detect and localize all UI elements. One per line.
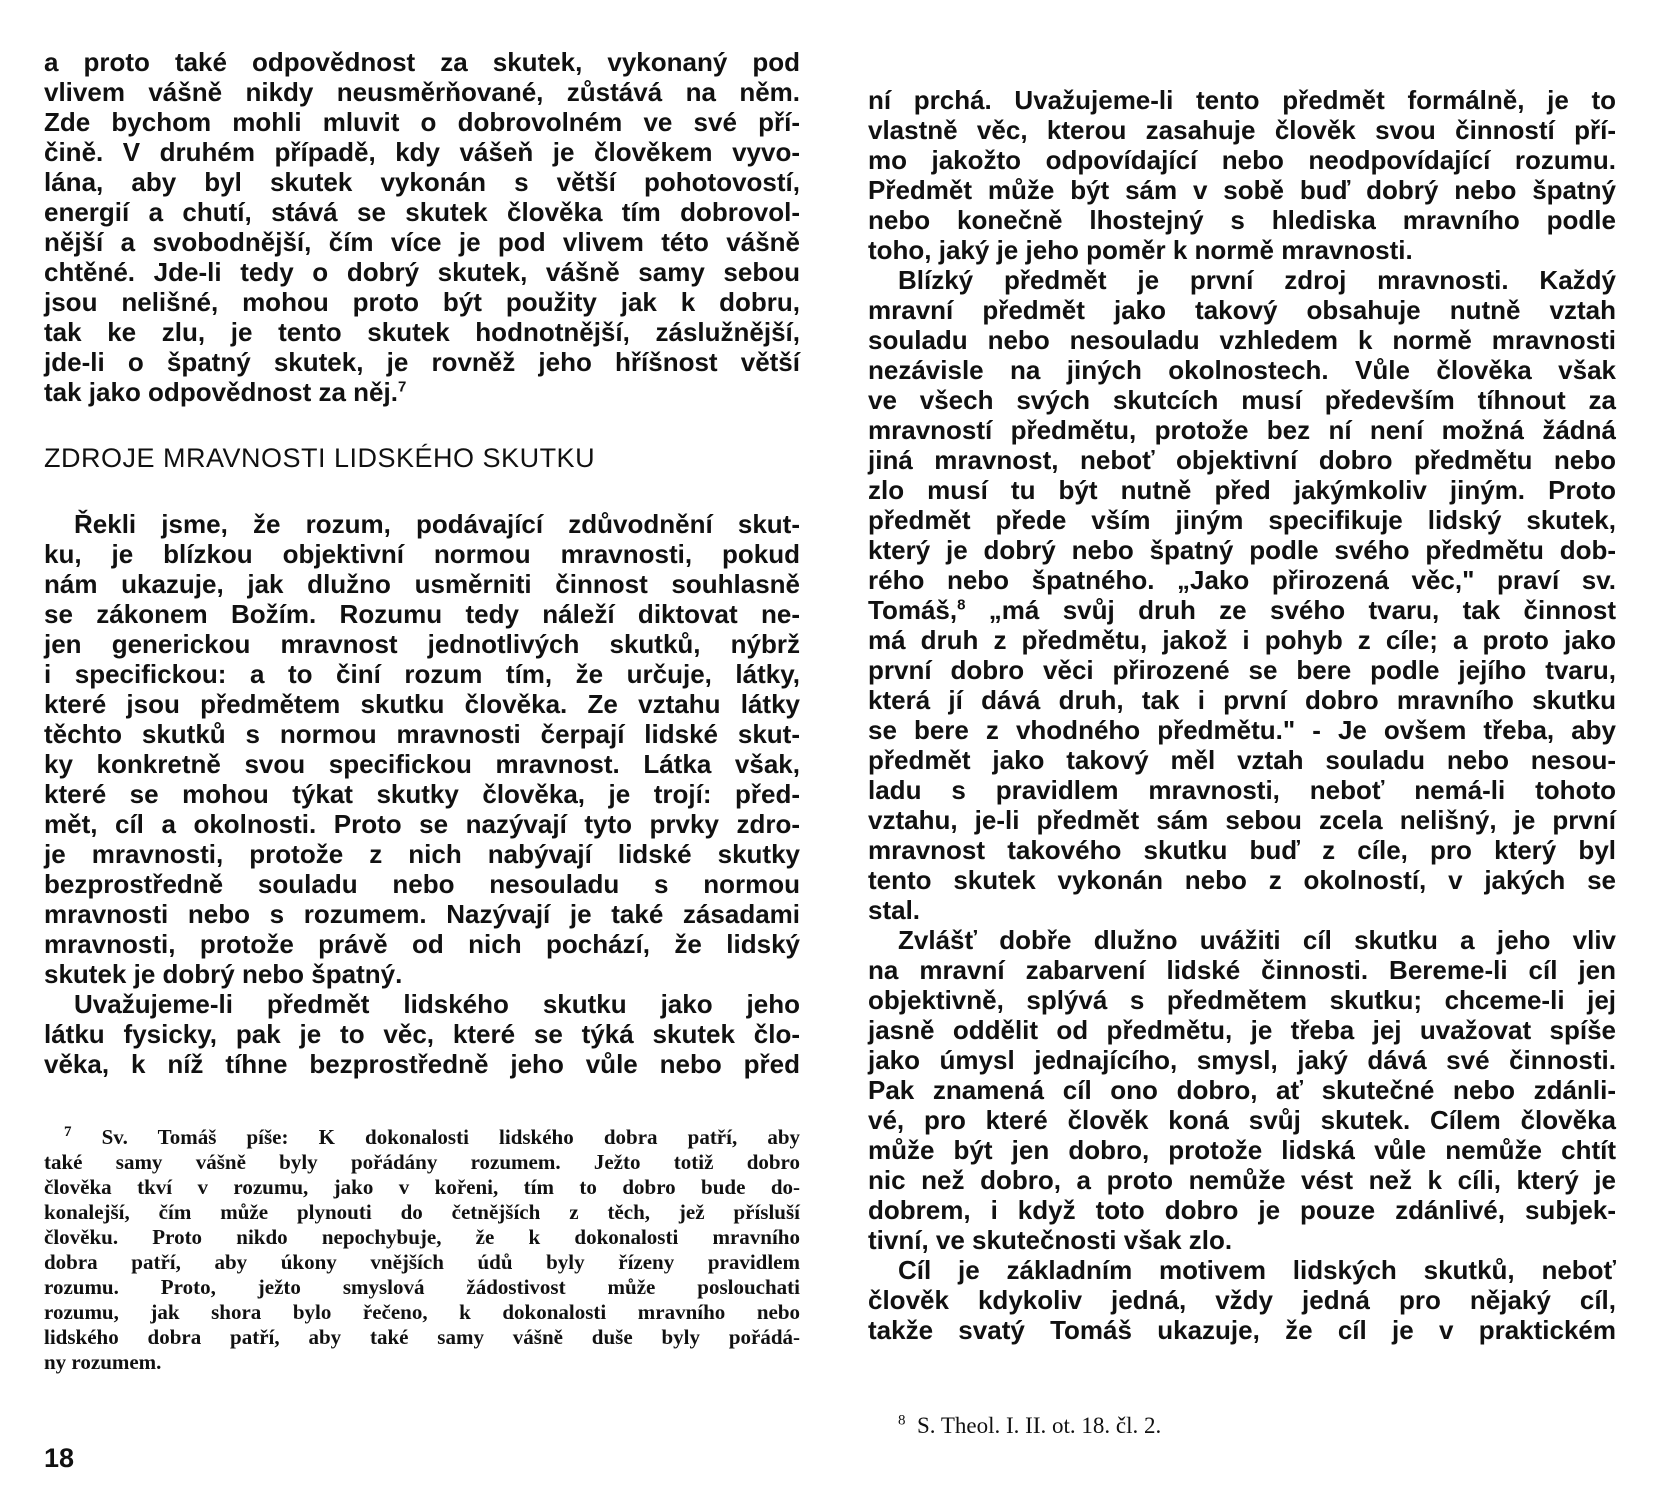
text-line: energií a chutí, stává se skutek člověka tím dobrovol- bbox=[44, 197, 800, 227]
text-line: Řekli jsme, že rozum, podávající zdůvodnění skut- bbox=[74, 509, 800, 539]
text-line: takže svatý Tomáš ukazuje, že cíl je v praktickém bbox=[868, 1315, 1616, 1345]
text-line: objektivně, splývá s předmětem skutku; chceme-li jej bbox=[868, 985, 1616, 1015]
footnote-line: člověku. Proto nikdo nepochybuje, že k dokonalosti mravního bbox=[44, 1225, 800, 1249]
text-line: ky konkretně svou specifickou mravnost. Látka však, bbox=[44, 749, 800, 779]
section-heading: ZDROJE MRAVNOSTI LIDSKÉHO SKUTKU bbox=[44, 443, 596, 473]
text-line: Cíl je základním motivem lidských skutků, neboť bbox=[898, 1255, 1616, 1285]
footnote-ref-8: 8 bbox=[957, 596, 966, 614]
line-text: „má svůj druh ze svého tvaru, tak činnost bbox=[988, 595, 1616, 625]
text-line: nezávisle na jiných okolnostech. Vůle člověka však bbox=[868, 355, 1616, 385]
text-line: je mravnosti, protože z nich nabývají lidské skutky bbox=[44, 839, 800, 869]
text-line: vlivem vášně nikdy neusměrňované, zůstává na něm. bbox=[44, 77, 800, 107]
text-line: nic než dobro, a proto nemůže vést než k cíli, který je bbox=[868, 1165, 1616, 1195]
text-line: nější a svobodnější, čím více je pod vlivem této vášně bbox=[44, 227, 800, 257]
text-line: vé, pro které člověk koná svůj skutek. Cílem člověka bbox=[868, 1105, 1616, 1135]
text-line: věka, k níž tíhne bezprostředně jeho vůle nebo před bbox=[44, 1049, 800, 1079]
text-line: jen generickou mravnost jednotlivých skutků, nýbrž bbox=[44, 629, 800, 659]
text-line: předmět přede vším jiným specifikuje lidský skutek, bbox=[868, 505, 1616, 535]
text-line: které se mohou týkat skutky člověka, je trojí: před- bbox=[44, 779, 800, 809]
text-line: i specifickou: a to činí rozum tím, že určuje, látky, bbox=[44, 659, 800, 689]
text-line: a proto také odpovědnost za skutek, vykonaný pod bbox=[44, 47, 800, 77]
text-line: který je dobrý nebo špatný podle svého předmětu dob- bbox=[868, 535, 1616, 565]
text-line: mravnost takového skutku buď z cíle, pro který byl bbox=[868, 835, 1616, 865]
text-line: mravností předmětu, protože bez ní není možná žádná bbox=[868, 415, 1616, 445]
footnote-text: Sv. Tomáš píše: K dokonalosti lidského dobra patří, aby bbox=[101, 1125, 801, 1149]
text-line: vlastně věc, kterou zasahuje člověk svou činností pří- bbox=[868, 115, 1616, 145]
footnote-ref-7: 7 bbox=[397, 378, 407, 396]
text-line: tivní, ve skutečnosti však zlo. bbox=[868, 1225, 1233, 1255]
text-line: první dobro věci přirozené se bere podle jejího tvaru, bbox=[868, 655, 1616, 685]
text-line: ku, je blízkou objektivní normou mravnosti, pokud bbox=[44, 539, 800, 569]
text-line: mravní předmět jako takový obsahuje nutně vztah bbox=[868, 295, 1616, 325]
line-text: tak jako odpovědnost za něj. bbox=[44, 377, 398, 407]
text-line: která jí dává druh, tak i první dobro mravního skutku bbox=[868, 685, 1616, 715]
footnote-mark: 7 bbox=[64, 1124, 72, 1140]
text-line: ve všech svých skutcích musí především tíhnout za bbox=[868, 385, 1616, 415]
text-line: vztahu, je-li předmět sám sebou zcela nelišný, je první bbox=[868, 805, 1616, 835]
text-line: bezprostředně souladu nebo nesouladu s normou bbox=[44, 869, 800, 899]
text-line: člověk kdykoliv jedná, vždy jedná pro nějaký cíl, bbox=[868, 1285, 1616, 1315]
text-line: dobrem, i když toto dobro je pouze zdánlivé, subjek- bbox=[868, 1195, 1616, 1225]
footnote-line bbox=[44, 1125, 800, 1150]
text-line: stal. bbox=[868, 895, 921, 925]
text-line: rého nebo špatného. „Jako přirozená věc," praví sv. bbox=[868, 565, 1616, 595]
footnote-line: také samy vášně byly pořádány rozumem. Ježto totiž dobro bbox=[44, 1150, 800, 1174]
text-line: Předmět může být sám v sobě buď dobrý nebo špatný bbox=[868, 175, 1616, 205]
text-line: zlo musí tu být nutně před jakýmkoliv jiným. Proto bbox=[868, 475, 1616, 505]
text-line: nebo konečně lhostejný s hlediska mravního podle bbox=[868, 205, 1616, 235]
line-text: Tomáš, bbox=[868, 595, 958, 625]
text-line: mo jakožto odpovídající nebo neodpovídající rozumu. bbox=[868, 145, 1616, 175]
text-line: má druh z předmětu, jakož i pohyb z cíle; a proto jako bbox=[868, 625, 1616, 655]
text-line: jasně oddělit od předmětu, je třeba jej uvažovat spíše bbox=[868, 1015, 1616, 1045]
text-line: Pak znamená cíl ono dobro, ať skutečné nebo zdánli- bbox=[868, 1075, 1616, 1105]
footnote-text: S. Theol. I. II. ot. 18. čl. 2. bbox=[917, 1413, 1162, 1438]
text-line: jiná mravnost, neboť objektivní dobro předmětu nebo bbox=[868, 445, 1616, 475]
text-line: nám ukazuje, jak dlužno usměrniti činnost souhlasně bbox=[44, 569, 800, 599]
text-line: tak ke zlu, je tento skutek hodnotnější, záslužnější, bbox=[44, 317, 800, 347]
text-line: lána, aby byl skutek vykonán s větší pohotovostí, bbox=[44, 167, 800, 197]
text-line: ladu s pravidlem mravnosti, neboť nemá-li tohoto bbox=[868, 775, 1616, 805]
text-line: mět, cíl a okolnosti. Proto se nazývají tyto prvky zdro- bbox=[44, 809, 800, 839]
text-line: čině. V druhém případě, kdy vášeň je člověkem vyvo- bbox=[44, 137, 800, 167]
text-line: předmět jako takový měl vztah souladu nebo nesou- bbox=[868, 745, 1616, 775]
text-line: mravnosti nebo s rozumem. Nazývají je také zásadami bbox=[44, 899, 800, 929]
text-line: jde-li o špatný skutek, je rovněž jeho hříšnost větší bbox=[44, 347, 800, 377]
text-line: látku fysicky, pak je to věc, které se týká skutek člo- bbox=[44, 1019, 800, 1049]
text-line: na mravní zabarvení lidské činnosti. Bereme-li cíl jen bbox=[868, 955, 1616, 985]
text-line: skutek je dobrý nebo špatný. bbox=[44, 959, 403, 989]
page-number: 18 bbox=[44, 1443, 75, 1473]
text-line: Uvažujeme-li předmět lidského skutku jako jeho bbox=[74, 989, 800, 1019]
text-line: ní prchá. Uvažujeme-li tento předmět formálně, je to bbox=[868, 85, 1616, 115]
text-line bbox=[868, 595, 1616, 625]
footnote-mark: 8 bbox=[898, 1412, 906, 1429]
text-line: jsou nelišné, mohou proto být použity jak k dobru, bbox=[44, 287, 800, 317]
text-line: které jsou předmětem skutku člověka. Ze vztahu látky bbox=[44, 689, 800, 719]
text-line bbox=[44, 377, 800, 407]
footnote-line: ny rozumem. bbox=[44, 1350, 162, 1374]
text-line: se bere z vhodného předmětu." - Je ovšem třeba, aby bbox=[868, 715, 1616, 745]
text-line: se zákonem Božím. Rozumu tedy náleží diktovat ne- bbox=[44, 599, 800, 629]
text-line: souladu nebo nesouladu vzhledem k normě mravnosti bbox=[868, 325, 1616, 355]
text-line: mravnosti, protože právě od nich pochází, že lidský bbox=[44, 929, 800, 959]
text-line: toho, jaký je jeho poměr k normě mravnosti. bbox=[868, 235, 1413, 265]
footnote-line: konalejší, čím může plynouti do četnějších z těch, jež přísluší bbox=[44, 1200, 800, 1224]
footnote-8 bbox=[868, 1412, 1161, 1440]
text-line: jako úmysl jednajícího, smysl, jaký dává své činnosti. bbox=[868, 1045, 1616, 1075]
text-line: chtěné. Jde-li tedy o dobrý skutek, vášně samy sebou bbox=[44, 257, 800, 287]
text-line: Zde bychom mohli mluvit o dobrovolném ve své pří- bbox=[44, 107, 800, 137]
footnote-line: rozumu. Proto, ježto smyslová žádostivost může poslouchati bbox=[44, 1275, 800, 1299]
text-line: tento skutek vykonán nebo z okolností, v jakých se bbox=[868, 865, 1616, 895]
text-line: Blízký předmět je první zdroj mravnosti. Každý bbox=[898, 265, 1616, 295]
text-line: těchto skutků s normou mravnosti čerpají lidské skut- bbox=[44, 719, 800, 749]
text-line: Zvlášť dobře dlužno uvážiti cíl skutku a jeho vliv bbox=[898, 925, 1616, 955]
footnote-line: lidského dobra patří, aby také samy vášně duše byly pořádá- bbox=[44, 1325, 800, 1349]
text-line: může být jen dobro, protože lidská vůle nemůže chtít bbox=[868, 1135, 1616, 1165]
footnote-line: člověka tkví v rozumu, jako v kořeni, tím to dobro bude do- bbox=[44, 1175, 800, 1199]
footnote-line: dobra patří, aby úkony vnějších údů byly řízeny pravidlem bbox=[44, 1250, 800, 1274]
footnote-line: rozumu, jak shora bylo řečeno, k dokonalosti mravního nebo bbox=[44, 1300, 800, 1324]
